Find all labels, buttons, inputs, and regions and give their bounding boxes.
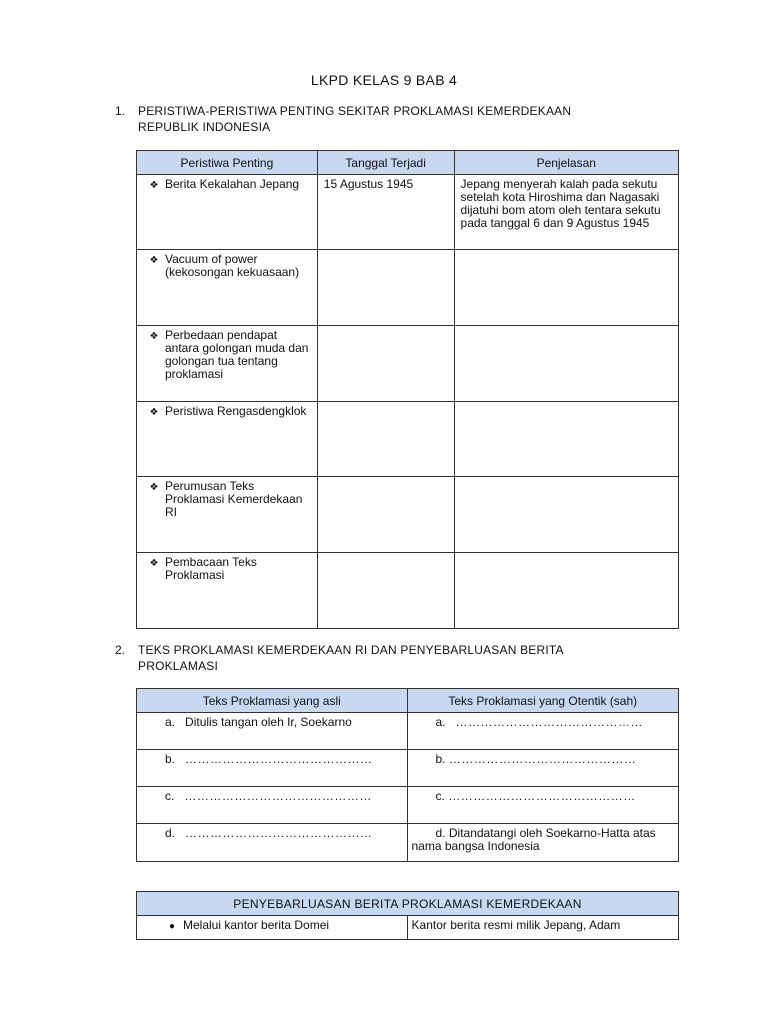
table-row xyxy=(137,916,679,940)
item-text: ……………………………………… xyxy=(185,752,373,766)
item-text: ……………………………………… xyxy=(184,789,372,803)
table-row xyxy=(137,326,679,402)
proclamation-text-table xyxy=(136,688,679,862)
question-2-number: 2. xyxy=(115,643,126,657)
page-title: LKPD KELAS 9 BAB 4 xyxy=(310,72,458,88)
date-cell[interactable] xyxy=(318,477,454,483)
item-letter: c. xyxy=(165,789,175,803)
event-cell xyxy=(137,250,317,282)
item-letter: d. xyxy=(165,826,176,840)
table-row xyxy=(137,750,679,787)
item-letter: d. xyxy=(435,826,446,840)
diamond-bullet-icon: ❖ xyxy=(149,558,159,569)
header-teks-otentik: Teks Proklamasi yang Otentik (sah) xyxy=(407,689,679,713)
table-row xyxy=(137,477,679,553)
dissemination-table-header xyxy=(137,892,679,916)
item-text: Ditulis tangan oleh Ir, Soekarno xyxy=(185,715,352,729)
proclamation-table-header xyxy=(137,689,679,713)
date-cell[interactable] xyxy=(318,250,454,256)
event-name: Peristiwa Rengasdengklok xyxy=(165,404,307,418)
left-cell xyxy=(137,713,407,732)
event-cell xyxy=(137,326,317,384)
item-text: ……………………………………… xyxy=(448,752,637,766)
item-letter: a. xyxy=(435,715,446,729)
dissemination-table xyxy=(136,891,679,940)
item-letter: a. xyxy=(165,715,176,729)
left-cell[interactable] xyxy=(137,824,407,843)
item-letter: b. xyxy=(165,752,176,766)
table-row xyxy=(137,553,679,629)
right-cell[interactable] xyxy=(408,750,679,769)
right-cell[interactable] xyxy=(408,713,679,732)
diamond-bullet-icon: ❖ xyxy=(149,331,159,342)
question-1-number: 1. xyxy=(115,104,126,118)
right-cell[interactable] xyxy=(408,787,679,806)
item-text: Ditandatangi oleh Soekarno-Hatta atas nama bangsa Indonesia xyxy=(411,826,656,853)
event-name: Berita Kekalahan Jepang xyxy=(165,177,300,191)
event-cell xyxy=(137,175,317,195)
explanation-cell: Jepang menyerah kalah pada sekutu setelah kota Hiroshima dan Nagasaki dijatuhi bom atom oleh tentara sekutu pada tanggal 6 dan 9 Agustus 1945 xyxy=(460,177,661,230)
header-tanggal: Tanggal Terjadi xyxy=(317,151,454,175)
explanation-cell[interactable] xyxy=(455,402,678,408)
events-table-header xyxy=(137,151,679,175)
item-text: ……………………………………… xyxy=(185,826,373,840)
explanation-cell[interactable] xyxy=(455,553,678,559)
header-peristiwa: Peristiwa Penting xyxy=(137,151,318,175)
events-table xyxy=(136,150,679,629)
event-cell xyxy=(137,553,317,585)
event-name: Vacuum of power (kekosongan kekuasaan) xyxy=(165,252,300,279)
item-letter: b. xyxy=(435,752,446,766)
question-2-line-2: PROKLAMASI xyxy=(138,659,219,673)
item-text: ……………………………………… xyxy=(448,789,636,803)
table-row xyxy=(137,402,679,477)
left-cell[interactable] xyxy=(137,750,407,769)
item-text: Melalui kantor berita Domei xyxy=(183,918,330,932)
explanation-cell[interactable] xyxy=(455,477,678,483)
right-cell xyxy=(408,824,679,856)
explanation-cell[interactable] xyxy=(455,250,678,256)
event-cell xyxy=(137,477,317,522)
table-row xyxy=(137,824,679,862)
event-name: Perumusan Teks Proklamasi Kemerdekaan RI xyxy=(165,479,303,519)
question-2-text xyxy=(138,642,564,674)
bullet-dot-icon: ● xyxy=(168,921,176,932)
date-cell[interactable] xyxy=(318,553,454,559)
diamond-bullet-icon: ❖ xyxy=(149,180,159,191)
explanation-cell[interactable] xyxy=(455,326,678,332)
table-row xyxy=(137,250,679,326)
table-row xyxy=(137,175,679,250)
question-1-line-1: PERISTIWA-PERISTIWA PENTING SEKITAR PROKLAMASI KEMERDEKAAN xyxy=(138,104,572,118)
question-1-line-2: REPUBLIK INDONESIA xyxy=(138,120,271,134)
date-cell[interactable] xyxy=(318,326,454,332)
event-cell xyxy=(137,402,317,422)
date-cell[interactable] xyxy=(318,402,454,408)
left-cell[interactable] xyxy=(137,787,407,806)
header-penyebarluasan: PENYEBARLUASAN BERITA PROKLAMASI KEMERDEKAAN xyxy=(137,892,679,916)
diamond-bullet-icon: ❖ xyxy=(149,255,159,266)
left-cell xyxy=(137,916,407,936)
question-2-line-1: TEKS PROKLAMASI KEMERDEKAAN RI DAN PENYEBARLUASAN BERITA xyxy=(138,643,564,657)
table-row xyxy=(137,713,679,750)
item-text: ……………………………………… xyxy=(455,715,644,729)
event-name: Perbedaan pendapat antara golongan muda dan golongan tua tentang proklamasi xyxy=(165,328,309,381)
date-cell: 15 Agustus 1945 xyxy=(323,177,414,191)
item-letter: c. xyxy=(435,789,445,803)
header-teks-asli: Teks Proklamasi yang asli xyxy=(137,689,408,713)
event-name: Pembacaan Teks Proklamasi xyxy=(165,555,257,582)
diamond-bullet-icon: ❖ xyxy=(149,407,159,418)
diamond-bullet-icon: ❖ xyxy=(149,482,159,493)
header-penjelasan: Penjelasan xyxy=(454,151,678,175)
right-cell: Kantor berita resmi milik Jepang, Adam xyxy=(411,918,621,932)
table-row xyxy=(137,787,679,824)
question-1-text xyxy=(138,103,571,135)
